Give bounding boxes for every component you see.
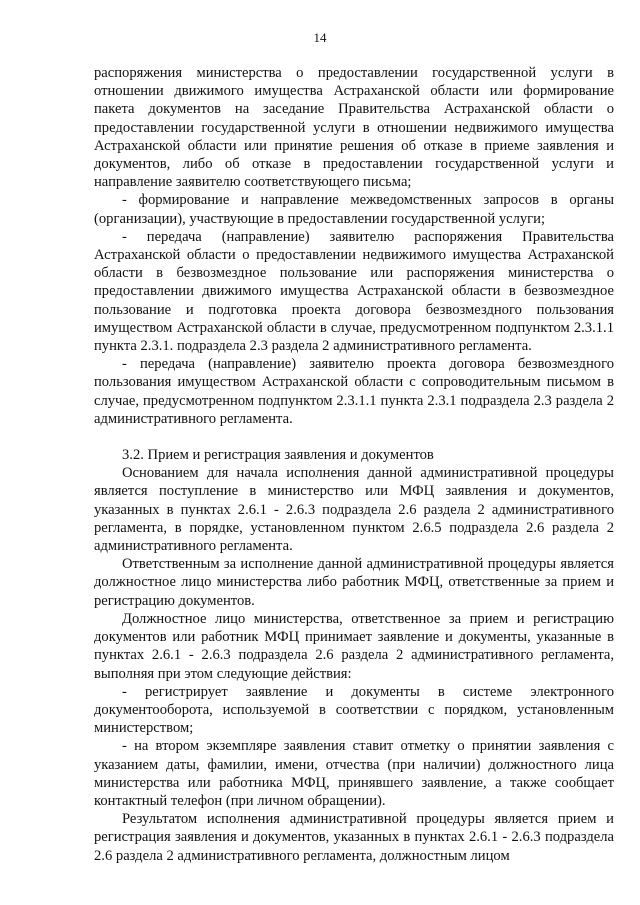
paragraph: - передача (направление) заявителю распоряжения Правительства Астраханской области о предоставлении недвижимого имущества Астраханской области в безвозмездное пользование или распоряжения министерства о предоставлении движимого имущества Астраханской области в безвозмездное пользование и подготовка проекта договора безвозмездного пользования имуществом Астраханской области в случае, предусмотренном подпунктом 2.3.1.1 пункта 2.3.1. подраздела 2.3 раздела 2 административного регламента. bbox=[94, 228, 614, 355]
paragraph: Ответственным за исполнение данной административной процедуры является должностное лицо министерства либо работник МФЦ, ответственные за прием и регистрацию документов. bbox=[94, 556, 614, 609]
paragraph: - передача (направление) заявителю проекта договора безвозмездного пользования имуществом Астраханской области с сопроводительным письмом в случае, предусмотренном подпунктом 2.3.1.1 пункта 2.3.1 подраздела 2.3 раздела 2 административного регламента. bbox=[94, 356, 614, 427]
paragraph: Должностное лицо министерства, ответственное за прием и регистрацию документов или работник МФЦ принимает заявление и документы, указанные в пунктах 2.6.1 - 2.6.3 подраздела 2.6 раздела 2 административного регламента, выполняя при этом следующие действия: bbox=[94, 610, 614, 682]
page-number: 14 bbox=[313, 30, 327, 45]
section-heading: 3.2. Прием и регистрация заявления и документов bbox=[122, 447, 434, 464]
paragraph: Основанием для начала исполнения данной административной процедуры является поступление в министерство или МФЦ заявления и документов, указанных в пунктах 2.6.1 - 2.6.3 подраздела 2.6 раздела 2 административного регламента, в порядке, установленном пунктом 2.6.5 подраздела 2.6 раздела 2 административного регламента. bbox=[94, 465, 614, 555]
paragraph: - формирование и направление межведомственных запросов в органы (организации), участвующие в предоставлении государственной услуги; bbox=[94, 192, 614, 227]
paragraph: Результатом исполнения административной процедуры является прием и регистрация заявления и документов, указанных в пунктах 2.6.1 - 2.6.3 подраздела 2.6 раздела 2 административного регламента, должностным лицом bbox=[94, 811, 614, 864]
paragraph: - на втором экземпляре заявления ставит отметку о принятии заявления с указанием даты, фамилии, имени, отчества (при наличии) должностного лица министерства или работника МФЦ, принявшего заявление, а также сообщает контактный телефон (при личном обращении). bbox=[94, 738, 614, 809]
paragraph: - регистрирует заявление и документы в системе электронного документооборота, используемой в соответствии с порядком, установленным министерством; bbox=[94, 683, 614, 737]
document-body bbox=[94, 64, 614, 865]
paragraph: распоряжения министерства о предоставлении государственной услуги в отношении движимого имущества Астраханской области или формирование пакета документов на заседание Правительства Астраханской области о предоставлении государственной услуги в отношении недвижимого имущества Астраханской области или принятие решения об отказе в приеме заявления и документов, либо об отказе в предоставлении государственной услуги и направление заявителю соответствующего письма; bbox=[94, 65, 614, 191]
